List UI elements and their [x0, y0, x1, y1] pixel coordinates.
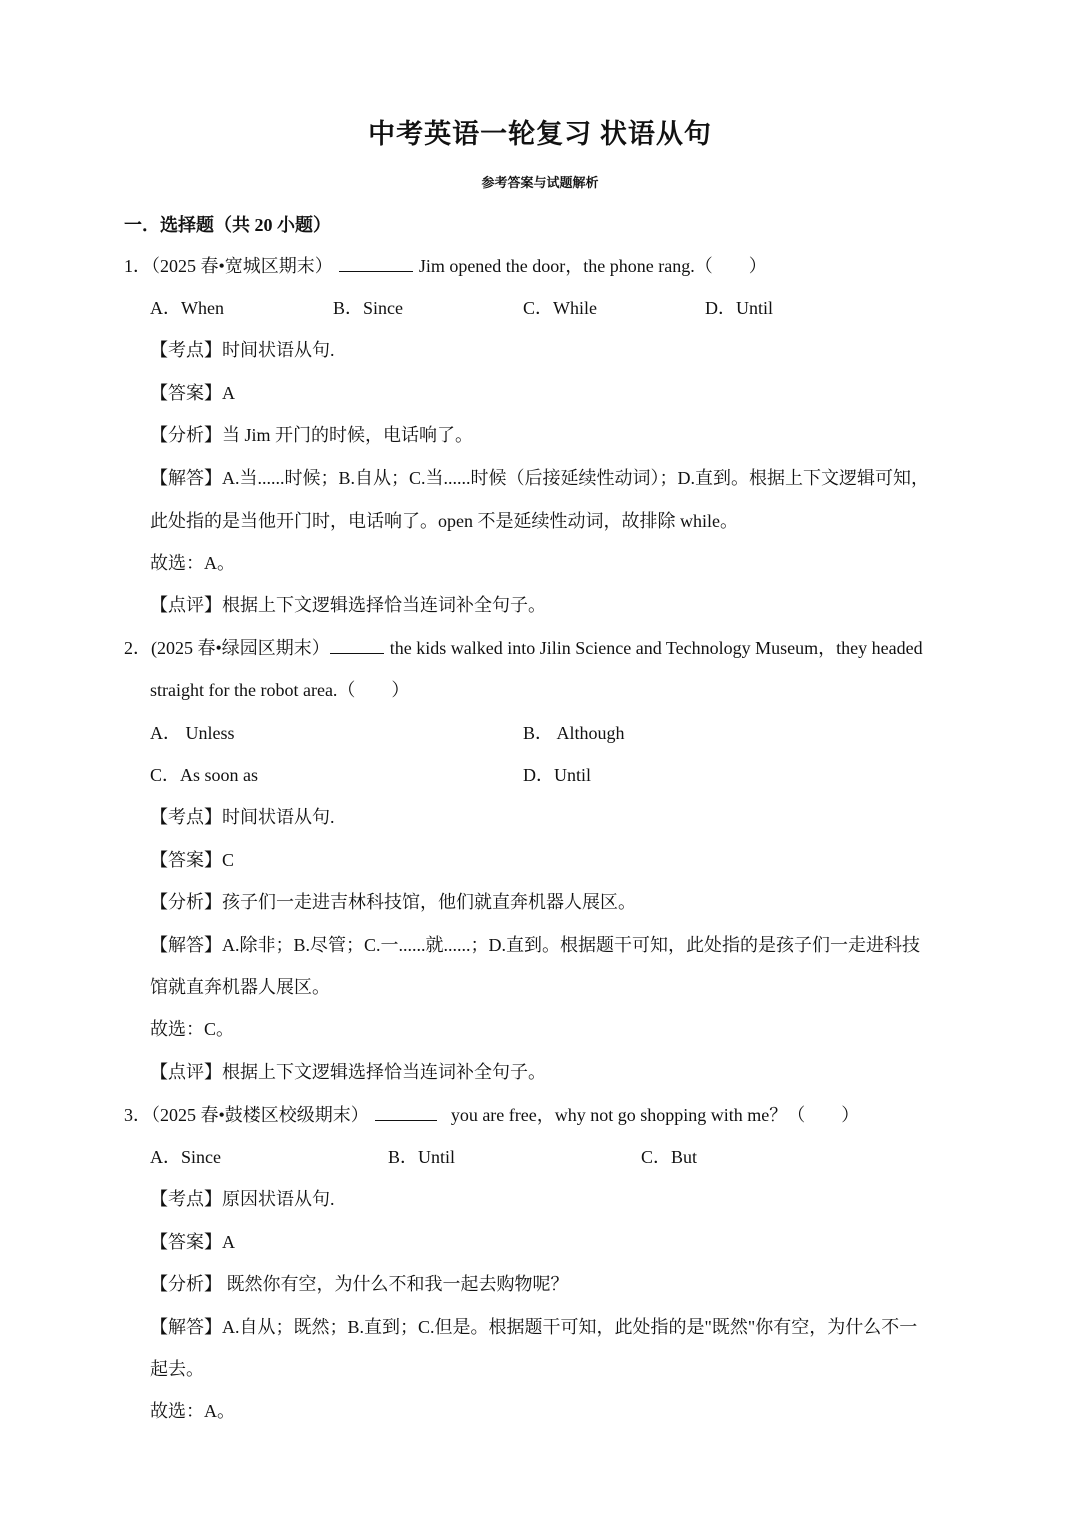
question-3-option-a: A．Since [150, 1147, 221, 1167]
question-2-analysis: 【分析】孩子们一走进吉林科技馆，他们就直奔机器人展区。 [150, 892, 636, 912]
question-3-analysis: 【分析】 既然你有空，为什么不和我一起去购物呢？ [150, 1274, 569, 1294]
question-3-source: 3．（2025 春•鼓楼区校级期末） [124, 1105, 369, 1125]
question-2-choice: 故选：C。 [150, 1019, 235, 1039]
question-3-option-b: B．Until [388, 1147, 456, 1167]
question-1-analysis: 【分析】当 Jim 开门的时候，电话响了。 [150, 425, 474, 445]
question-2-source: 2．(2025 春•绿园区期末） [124, 638, 330, 658]
question-2-solution-line-1: 【解答】A.除非；B.尽管；C.一......就......；D.直到。根据题干可知，此处指的是孩子们一走进科技 [150, 935, 921, 955]
question-1-source: 1．（2025 春•宽城区期末） [124, 256, 333, 276]
question-3-stem [124, 1103, 859, 1127]
question-1-answer: 【答案】A [150, 383, 235, 403]
question-1-solution-line-1: 【解答】A.当......时候；B.自从；C.当......时候（后接延续性动词）；D.直到。根据上下文逻辑可知， [150, 468, 930, 488]
question-1-comment: 【点评】根据上下文逻辑选择恰当连词补全句子。 [150, 595, 546, 615]
question-1-option-d: D．Until [705, 298, 774, 318]
page-subtitle: 参考答案与试题解析 [481, 175, 599, 190]
question-2-stem-cont: straight for the robot area.（ ） [150, 680, 410, 700]
question-3-solution-line-1: 【解答】A.自从；既然；B.直到；C.但是。根据题干可知，此处指的是"既然"你有空，为什么不一 [150, 1317, 918, 1337]
question-2-answer: 【答案】C [150, 850, 235, 870]
question-2-stem [124, 636, 923, 660]
question-1-choice: 故选：A。 [150, 553, 235, 573]
question-1-option-c: C．While [523, 298, 597, 318]
question-3-option-c: C．But [641, 1147, 698, 1167]
question-3-kaodian: 【考点】原因状语从句. [150, 1189, 335, 1209]
question-1-text: Jim opened the door，the phone rang.（ ） [418, 256, 767, 276]
question-1-option-a: A．When [150, 298, 224, 318]
question-3-answer: 【答案】A [150, 1232, 235, 1252]
section-heading: 一．选择题（共 20 小题） [124, 215, 331, 235]
question-2-option-a: A． Unless [150, 723, 235, 743]
question-3-text: you are free，why not go shopping with me？（ ） [450, 1105, 860, 1125]
answer-blank [375, 1103, 437, 1121]
question-2-solution-line-2: 馆就直奔机器人展区。 [150, 977, 330, 997]
question-2-option-c: C．As soon as [150, 765, 259, 785]
question-3-solution-line-2: 起去。 [150, 1359, 204, 1379]
question-2-text: the kids walked into Jilin Science and Technology Museum，they headed [389, 638, 923, 658]
question-1-option-b: B．Since [333, 298, 403, 318]
question-1-stem [124, 254, 767, 278]
question-3-choice: 故选：A。 [150, 1401, 235, 1421]
question-2-kaodian: 【考点】时间状语从句. [150, 807, 335, 827]
question-1-kaodian: 【考点】时间状语从句. [150, 340, 335, 360]
question-2-option-b: B． Although [523, 723, 625, 743]
question-2-option-d: D．Until [523, 765, 592, 785]
answer-blank [339, 254, 413, 272]
answer-blank [330, 636, 384, 654]
page-title: 中考英语一轮复习 状语从句 [368, 119, 712, 149]
question-2-comment: 【点评】根据上下文逻辑选择恰当连词补全句子。 [150, 1062, 546, 1082]
question-1-solution-line-2: 此处指的是当他开门时，电话响了。open 不是延续性动词，故排除 while。 [150, 511, 738, 531]
